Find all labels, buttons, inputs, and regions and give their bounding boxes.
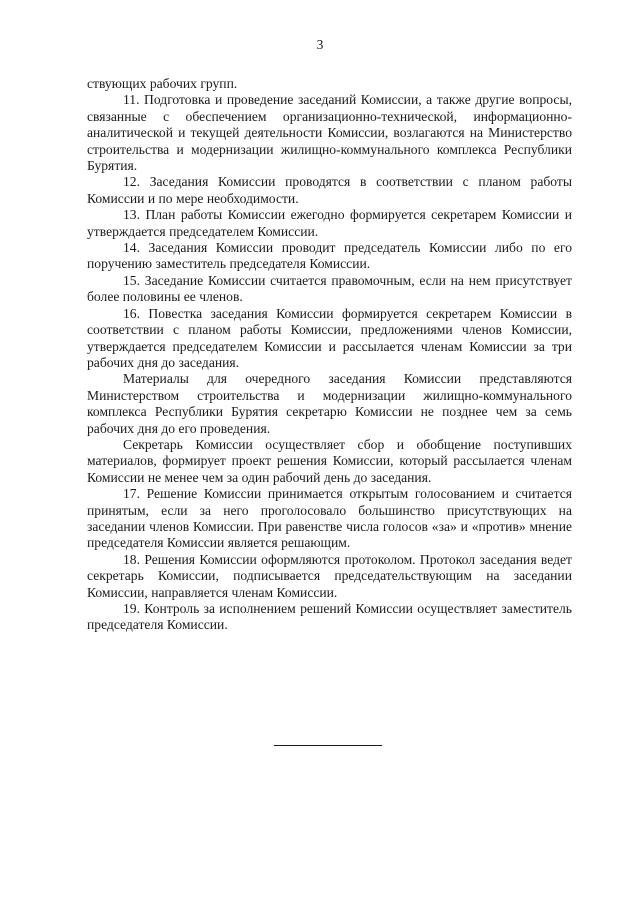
paragraph-item-19: 19. Контроль за исполнением решений Комиссии осуществляет заместитель председателя Комиссии. (87, 601, 572, 633)
paragraph-item-17: 17. Решение Комиссии принимается открытым голосованием и считается принятым, если за него проголосовало большинство присутствующих на заседании членов Комиссии. При равенстве числа голосов «за» и «против» мнение председателя Комиссии является решающим. (87, 486, 572, 551)
paragraph-item-15: 15. Заседание Комиссии считается правомочным, если на нем присутствует более половины ее членов. (87, 272, 572, 305)
page-number: 3 (316, 37, 324, 52)
paragraph-item-16: 16. Повестка заседания Комиссии формируется секретарем Комиссии в соответствии с планом работы Комиссии, предложениями членов Комиссии, утверждается председателем Комиссии и рассылается членам Комиссии за три рабочих дня до заседания. (87, 305, 572, 370)
paragraph-continuation: ствующих рабочих групп. (87, 76, 238, 91)
document-body (87, 76, 572, 634)
paragraph-item-11: 11. Подготовка и проведение заседаний Комиссии, а также другие вопросы, связанные с обеспечением организационно-технической, информационно-аналитической и текущей деятельности Комиссии, возлагаются на Министерство строительства и модернизации жилищно-коммунального комплекса Республики Бурятия. (87, 92, 572, 174)
paragraph-item-18: 18. Решения Комиссии оформляются протоколом. Протокол заседания ведет секретарь Комиссии, подписывается председательствующим на заседании Комиссии, направляется членам Комиссии. (87, 551, 572, 600)
paragraph-item-13: 13. План работы Комиссии ежегодно формируется секретарем Комиссии и утверждается председателем Комиссии. (87, 207, 572, 239)
paragraph-materials: Материалы для очередного заседания Комиссии представляются Министерством строительства и модернизации жилищно-коммунального комплекса Республики Бурятия секретарю Комиссии не позднее чем за семь рабочих дня до его проведения. (87, 371, 572, 436)
closing-divider-line (274, 745, 382, 746)
paragraph-item-12: 12. Заседания Комиссии проводятся в соответствии с планом работы Комиссии и по мере необходимости. (87, 174, 572, 206)
paragraph-secretary: Секретарь Комиссии осуществляет сбор и обобщение поступивших материалов, формирует проект решения Комиссии, который рассылается членам Комиссии не менее чем за один рабочий день до заседания. (87, 436, 572, 485)
paragraph-item-14: 14. Заседания Комиссии проводит председатель Комиссии либо по его поручению заместитель председателя Комиссии. (87, 240, 572, 272)
